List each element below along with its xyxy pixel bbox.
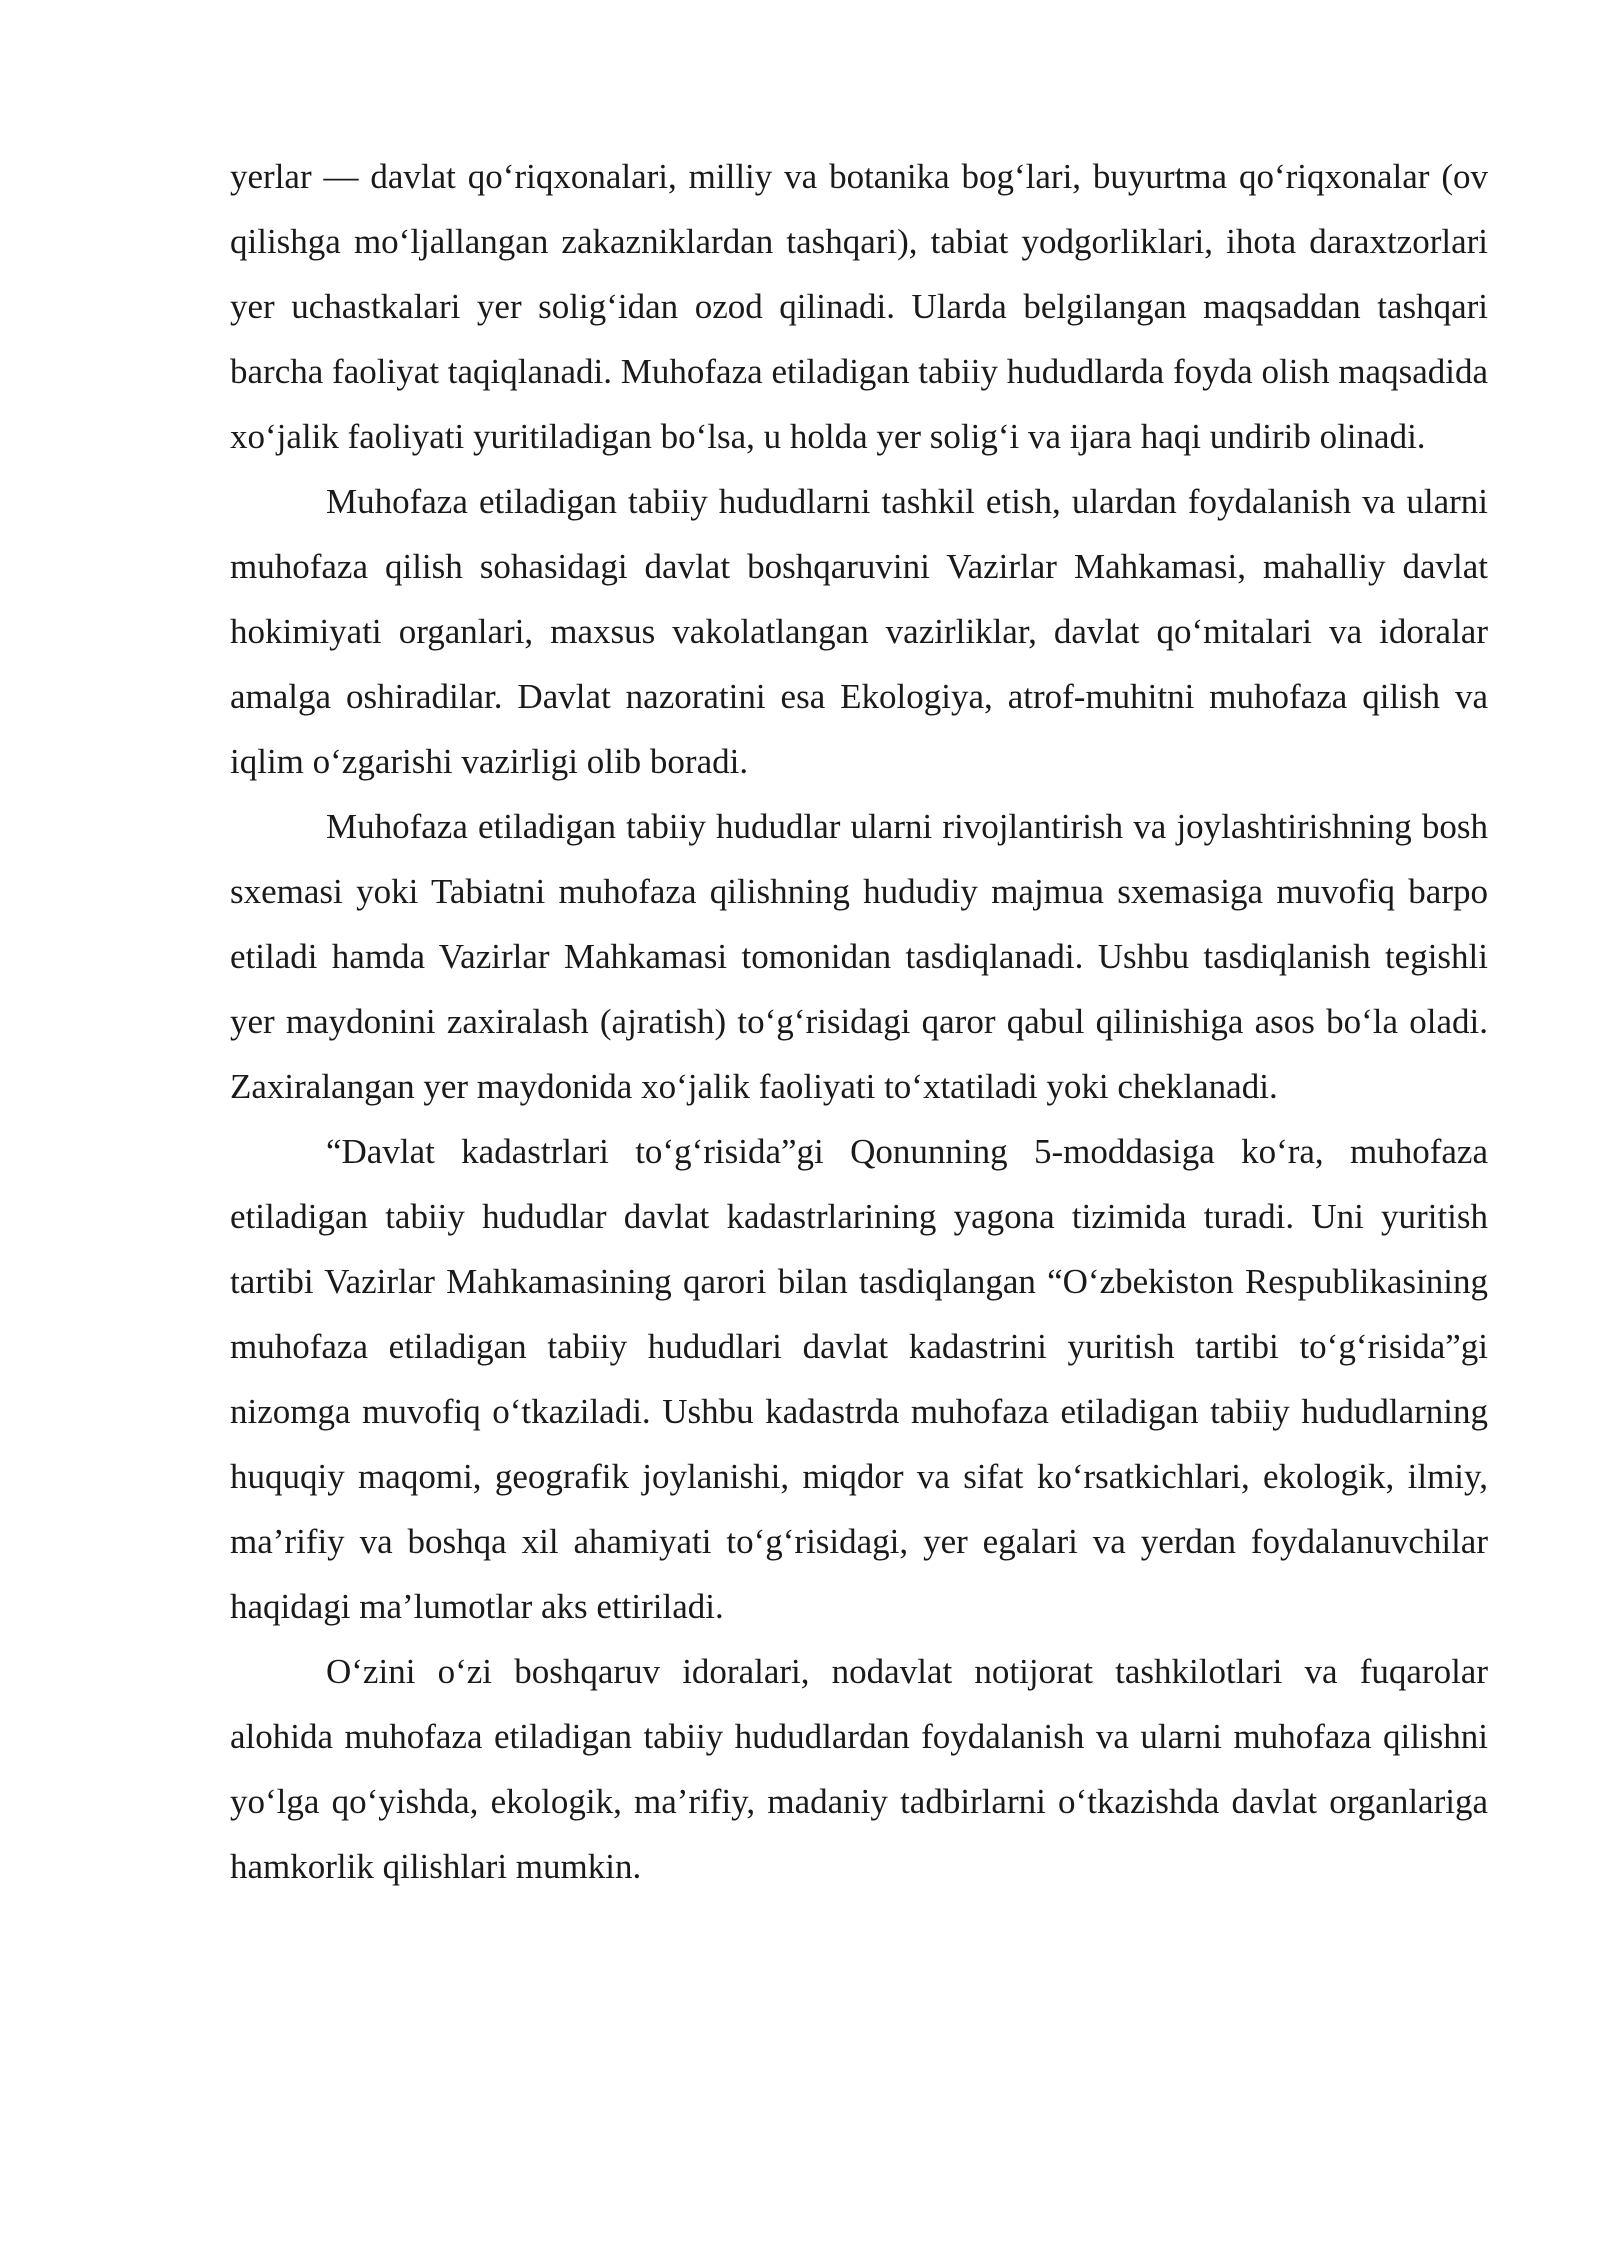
paragraph: “Davlat kadastrlari to‘g‘risida”gi Qonunning 5-moddasiga ko‘ra, muhofaza etiladigan tabiiy hududlar davlat kadastrlarining yagona tizimida turadi. Uni yuritish tartibi Vazirlar Mahkamasining qarori bilan tasdiqlangan “O‘zbekiston Respublikasining muhofaza etiladigan tabiiy hududlari davlat kadastrini yuritish tartibi to‘g‘risida”gi nizomga muvofiq o‘tkaziladi. Ushbu kadastrda muhofaza etiladigan tabiiy hududlarning huquqiy maqomi, geografik joylanishi, miqdor va sifat ko‘rsatkichlari, ekologik, ilmiy, ma’rifiy va boshqa xil ahamiyati to‘g‘risidagi, yer egalari va yerdan foydalanuvchilar haqidagi ma’lumotlar aks ettiriladi. bbox=[230, 1132, 1488, 1626]
paragraph: O‘zini o‘zi boshqaruv idoralari, nodavlat notijorat tashkilotlari va fuqarolar alohida muhofaza etiladigan tabiiy hududlardan foydalanish va ularni muhofaza qilishni yo‘lga qo‘yishda, ekologik, ma’rifiy, madaniy tadbirlarni o‘tkazishda davlat organlariga hamkorlik qilishlari mumkin. bbox=[230, 1652, 1488, 1886]
paragraph: Muhofaza etiladigan tabiiy hududlarni tashkil etish, ulardan foydalanish va ularni muhofaza qilish sohasidagi davlat boshqaruvini Vazirlar Mahkamasi, mahalliy davlat hokimiyati organlari, maxsus vakolatlangan vazirliklar, davlat qo‘mitalari va idoralar amalga oshiradilar. Davlat nazoratini esa Ekologiya, atrof-muhitni muhofaza qilish va iqlim o‘zgarishi vazirligi olib boradi. bbox=[230, 482, 1488, 781]
document-body bbox=[230, 144, 1488, 1899]
paragraph: Muhofaza etiladigan tabiiy hududlar ularni rivojlantirish va joylashtirishning bosh sxemasi yoki Tabiatni muhofaza qilishning hududiy majmua sxemasiga muvofiq barpo etiladi hamda Vazirlar Mahkamasi tomonidan tasdiqlanadi. Ushbu tasdiqlanish tegishli yer maydonini zaxiralash (ajratish) to‘g‘risidagi qaror qabul qilinishiga asos bo‘la oladi. Zaxiralangan yer maydonida xo‘jalik faoliyati to‘xtatiladi yoki cheklanadi. bbox=[230, 807, 1488, 1106]
paragraph-continuation: yerlar — davlat qo‘riqxonalari, milliy va botanika bog‘lari, buyurtma qo‘riqxonalar (ov qilishga mo‘ljallangan zakazniklardan tashqari), tabiat yodgorliklari, ihota daraxtzorlari yer uchastkalari yer solig‘idan ozod qilinadi. Ularda belgilangan maqsaddan tashqari barcha faoliyat taqiqlanadi. Muhofaza etiladigan tabiiy hududlarda foyda olish maqsadida xo‘jalik faoliyati yuritiladigan bo‘lsa, u holda yer solig‘i va ijara haqi undirib olinadi. bbox=[230, 157, 1488, 456]
